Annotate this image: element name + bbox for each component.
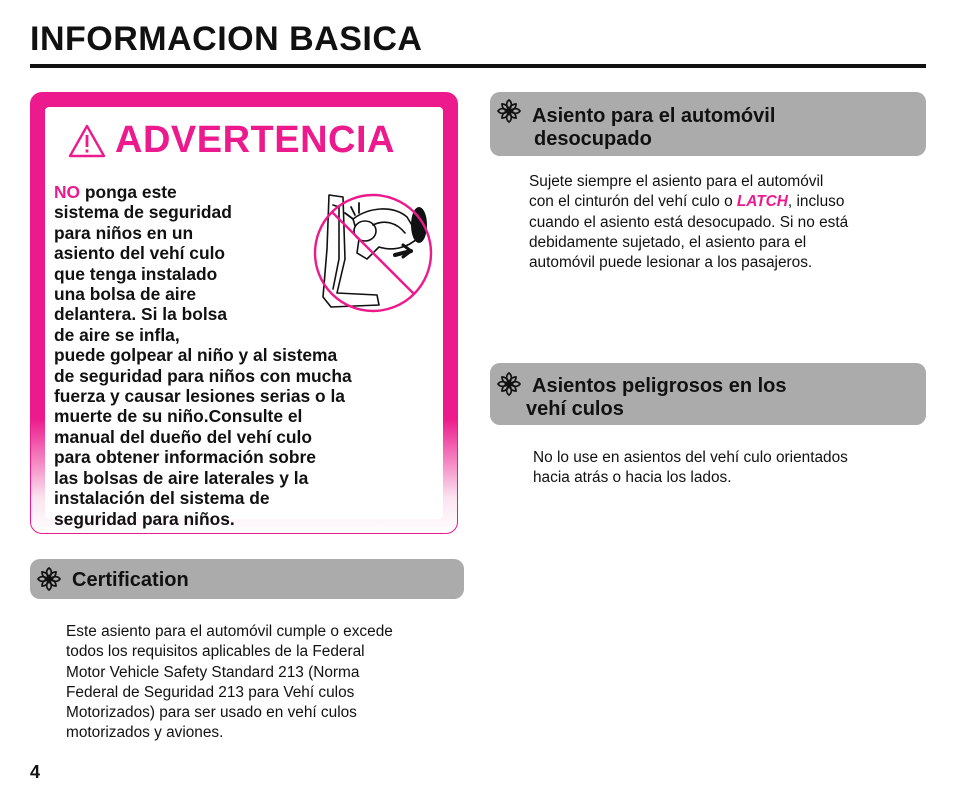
warning-line: las bolsas de aire laterales y la (54, 467, 309, 488)
section-body-unoccupied (529, 172, 848, 273)
page-title: INFORMACION BASICA (30, 20, 423, 58)
warning-line: que tenga instalado (54, 263, 218, 284)
section-title-line: Certification (72, 569, 189, 591)
warning-title: ADVERTENCIA (115, 119, 395, 161)
warning-line: NO ponga este (54, 182, 177, 202)
warning-text (54, 182, 444, 529)
latch-term: LATCH (736, 193, 788, 211)
warning-line: para niños en un (54, 222, 194, 243)
flower-bullet-icon (36, 566, 62, 592)
body-line: Este asiento para el automóvil cumple o excede (66, 623, 393, 640)
warning-line: asiento del vehí culo (54, 243, 226, 264)
section-title-line: desocupado (534, 128, 652, 150)
flower-bullet-icon (496, 98, 522, 124)
warning-line: puede golpear al niño y al sistema (54, 345, 338, 366)
section-header-certification (30, 559, 464, 599)
page-number: 4 (30, 762, 41, 782)
warning-line: de seguridad para niños con mucha (54, 365, 352, 386)
section-header-dangerous (490, 363, 926, 425)
warning-line: instalación del sistema de (54, 488, 270, 509)
warning-line: sistema de seguridad (54, 202, 232, 223)
body-line: con el cinturón del vehí culo o LATCH, incluso (529, 193, 845, 211)
body-line: Motor Vehicle Safety Standard 213 (Norma (66, 663, 360, 681)
section-body-certification (66, 622, 393, 744)
warning-line: manual del dueño del vehí culo (54, 426, 313, 447)
warning-line: una bolsa de aire (54, 284, 197, 305)
warning-line: fuerza y causar lesiones serias o la (54, 386, 345, 407)
warning-line: seguridad para niños. (54, 508, 235, 529)
section-title (72, 569, 189, 592)
title-divider (30, 64, 926, 68)
warning-line: de aire se infla, (54, 324, 180, 345)
warning-line: para obtener información sobre (54, 447, 316, 468)
warning-triangle-icon (67, 123, 107, 159)
warning-no: NO (54, 182, 81, 202)
section-body-dangerous (533, 448, 848, 489)
body-line: Sujete siempre el asiento para el automóvil (529, 173, 824, 190)
flower-bullet-icon (496, 371, 522, 397)
body-line: hacia atrás o hacia los lados. (533, 469, 732, 487)
section-title-line: Asientos peligrosos en los (532, 375, 787, 397)
warning-box (30, 92, 458, 534)
section-title-line: vehí culos (526, 398, 624, 420)
body-line: Motorizados) para ser usado en vehí culos (66, 704, 357, 722)
body-line: todos los requisitos aplicables de la Federal (66, 643, 365, 661)
section-title (526, 375, 787, 421)
warning-panel (45, 107, 443, 529)
warning-line: delantera. Si la bolsa (54, 304, 228, 325)
body-line: cuando el asiento está desocupado. Si no está (529, 213, 849, 231)
body-line: debidamente sujetado, el asiento para el (529, 233, 807, 251)
section-header-unoccupied (490, 92, 926, 156)
warning-heading (67, 119, 395, 162)
body-line: automóvil puede lesionar a los pasajeros. (529, 254, 813, 272)
warning-line: muerte de su niño.Consulte el (54, 406, 303, 427)
body-line: No lo use en asientos del vehí culo orientados (533, 449, 848, 466)
section-title (532, 105, 775, 151)
body-line: motorizados y aviones. (66, 724, 224, 742)
section-title-line: Asiento para el automóvil (532, 105, 776, 127)
body-line: Federal de Seguridad 213 para Vehí culos (66, 683, 355, 701)
